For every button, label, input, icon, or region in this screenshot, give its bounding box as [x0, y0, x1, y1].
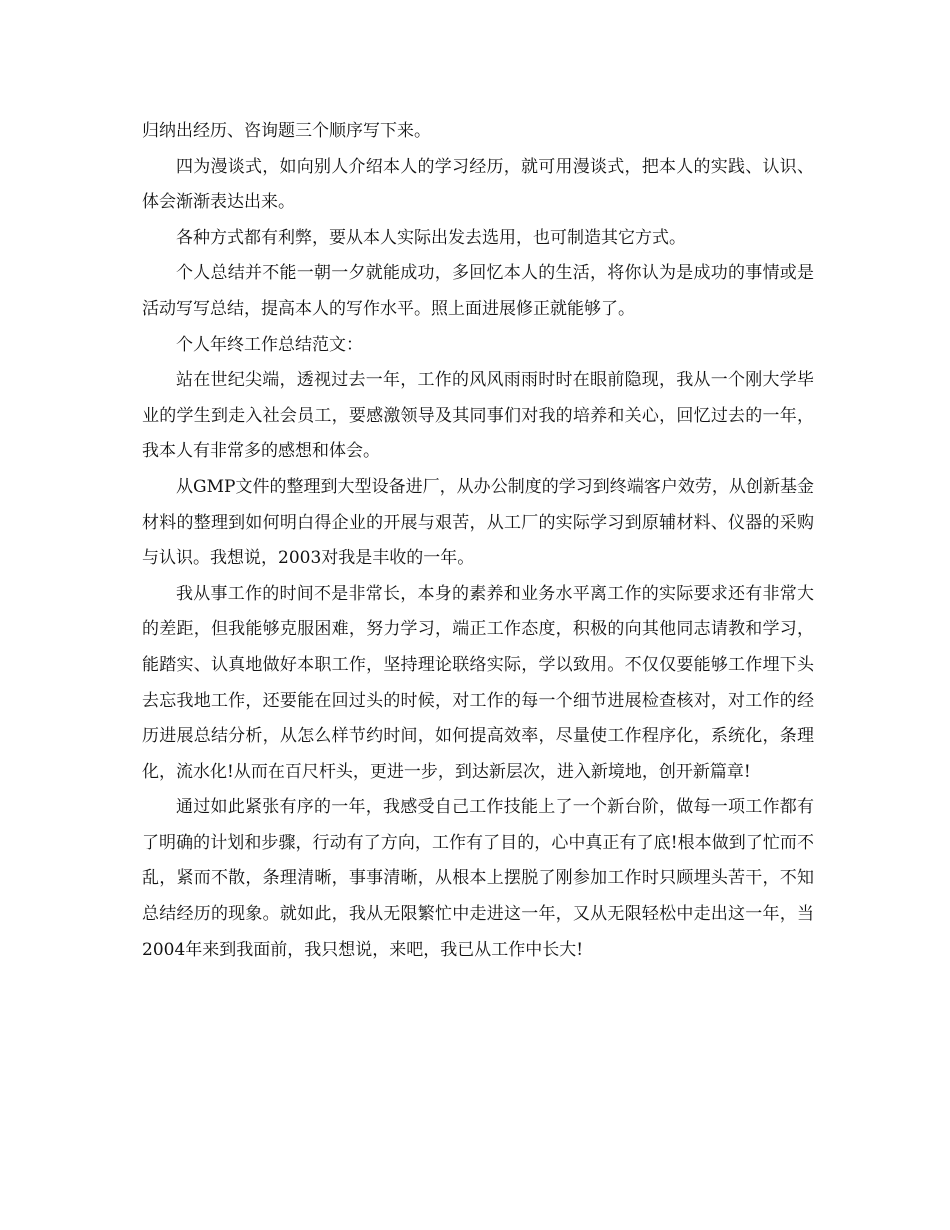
document-body: [142, 114, 814, 968]
paragraph: 四为漫谈式，如向别人介绍本人的学习经历，就可用漫谈式，把本人的实践、认识、体会渐渐表达出来。: [142, 156, 814, 213]
paragraph: 通过如此紧张有序的一年，我感受自己工作技能上了一个新台阶，做每一项工作都有了明确的计划和步骤，行动有了方向，工作有了目的，心中真正有了底!根本做到了忙而不乱，紧而不散，条理清晰，事事清晰，从根本上摆脱了刚参加工作时只顾埋头苦干，不知总结经历的现象。就如此，我从无限繁忙中走进这一年，又从无限轻松中走出这一年，当2004年来到我面前，我只想说，来吧，我已从工作中长大!: [142, 797, 814, 960]
paragraph: 从GMP文件的整理到大型设备进厂，从办公制度的学习到终端客户效劳，从创新基金材料的整理到如何明白得企业的开展与艰苦，从工厂的实际学习到原辅材料、仪器的采购与认识。我想说，2003对我是丰收的一年。: [142, 476, 814, 569]
paragraph: 个人总结并不能一朝一夕就能成功，多回忆本人的生活，将你认为是成功的事情或是活动写写总结，提高本人的写作水平。照上面进展修正就能够了。: [142, 263, 814, 319]
paragraph: 个人年终工作总结范文：: [176, 334, 363, 355]
paragraph: 站在世纪尖端，透视过去一年，工作的风风雨雨时时在眼前隐现，我从一个刚大学毕业的学生到走入社会员工，要感激领导及其同事们对我的培养和关心，回忆过去的一年，我本人有非常多的感想和体会。: [142, 370, 814, 462]
paragraph: 我从事工作的时间不是非常长，本身的素养和业务水平离工作的实际要求还有非常大的差距，但我能够克服困难，努力学习，端正工作态度，积极的向其他同志请教和学习，能踏实、认真地做好本职工作，坚持理论联络实际，学以致用。不仅仅要能够工作埋下头去忘我地工作，还要能在回过头的时候，对工作的每一个细节进展检查核对，对工作的经历进展总结分析，从怎么样节约时间，如何提高效率，尽量使工作程序化，系统化，条理化，流水化!从而在百尺杆头，更进一步，到达新层次，进入新境地，创开新篇章!: [142, 583, 814, 782]
paragraph: 各种方式都有利弊，要从本人实际出发去选用，也可制造其它方式。: [176, 227, 686, 248]
paragraph: 归纳出经历、咨询题三个顺序写下来。: [142, 121, 431, 141]
